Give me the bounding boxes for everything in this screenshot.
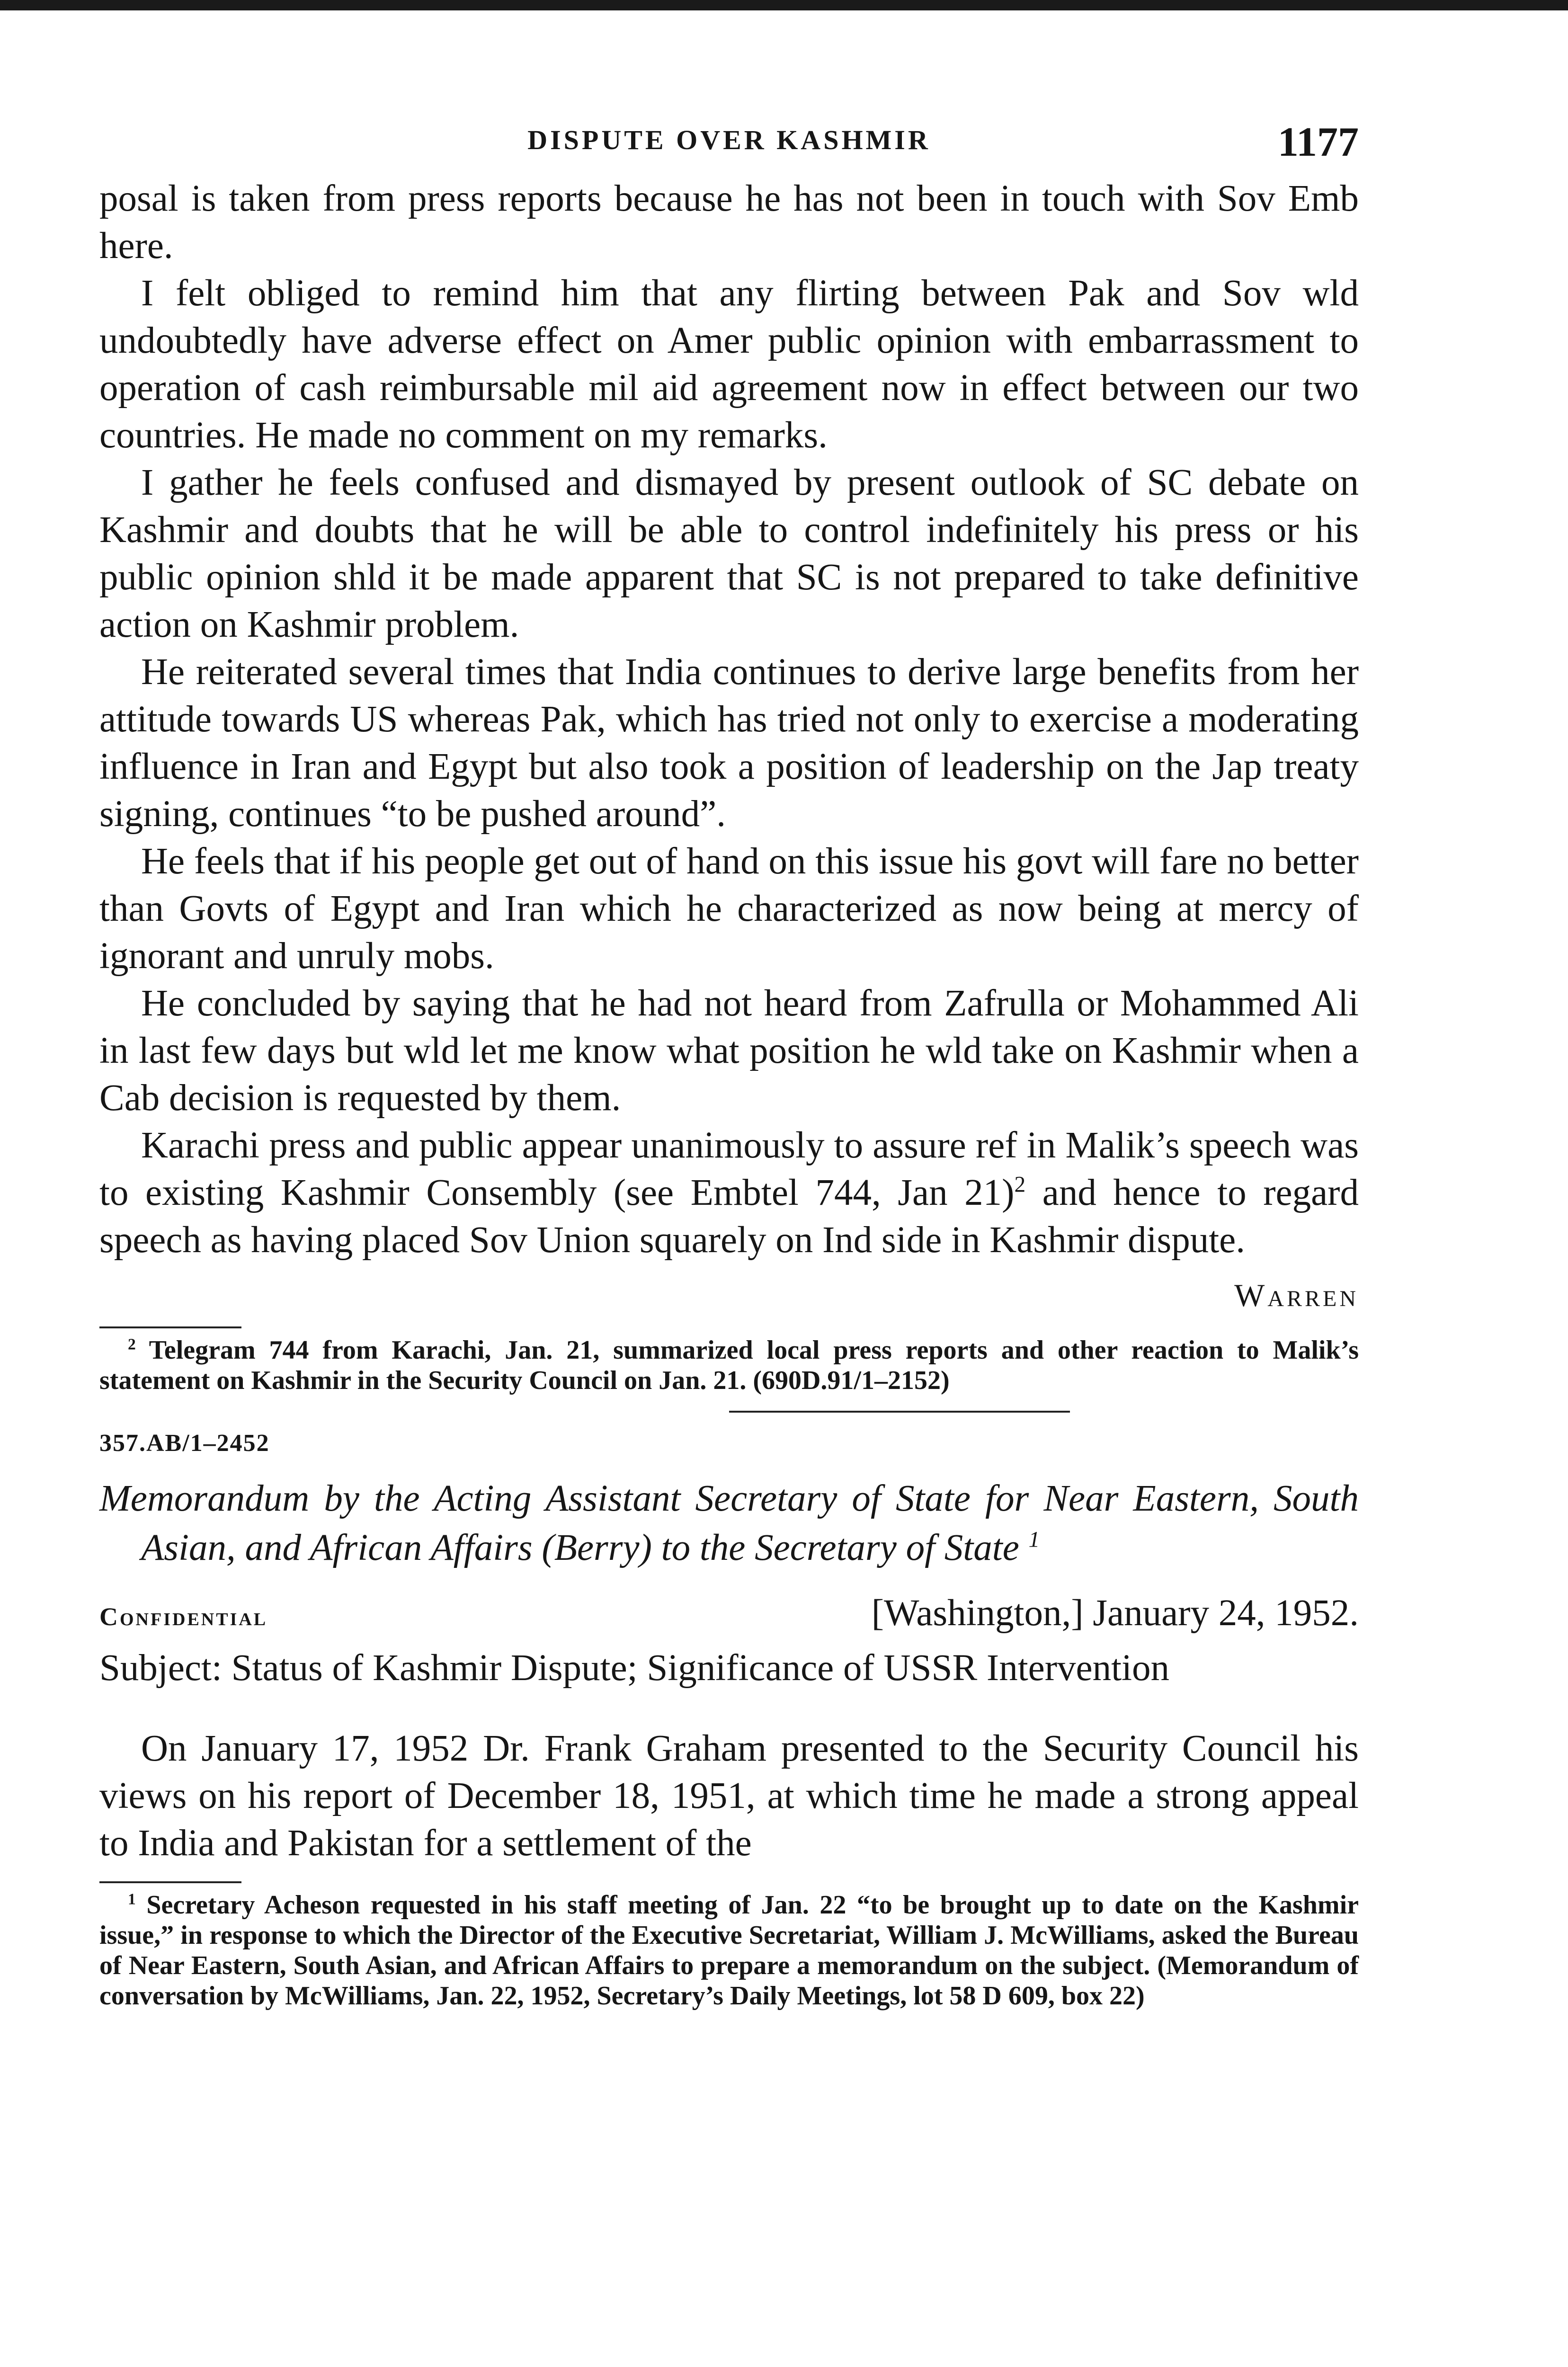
memo-opening-paragraph: On January 17, 1952 Dr. Frank Graham presented to the Security Council his views on his report of December 18, 1951, at which time he made a strong appeal to India and Pakistan for a settlement of the xyxy=(99,1728,1359,1864)
classification-label: Confidential xyxy=(99,1602,268,1631)
telegram-paragraph-2: I felt obliged to remind him that any flirting between Pak and Sov wld undoubtedly have adverse effect on Amer public opinion with embarrassment to operation of cash reimbursable mil aid agreement now in effect between our two countries. He made no comment on my remarks. xyxy=(99,273,1359,456)
telegram-paragraph-3: I gather he feels confused and dismayed by present outlook of SC debate on Kashmir and doubts that he will be able to control indefinitely his press or his public opinion shld it be made apparent that SC is not prepared to take definitive action on Kashmir problem. xyxy=(99,462,1359,645)
file-number: 357.AB/1–2452 xyxy=(99,1430,270,1457)
telegram-paragraph-5: He feels that if his people get out of hand on this issue his govt will fare no better than Govts of Egypt and Iran which he characterized as now being at mercy of ignorant and unruly mobs. xyxy=(99,841,1359,977)
telegram-paragraph-7 xyxy=(99,1122,1359,1264)
memo-subject: Subject: Status of Kashmir Dispute; Significance of USSR Intervention xyxy=(99,1647,1169,1689)
footnote-1-text: Secretary Acheson requested in his staff meeting of Jan. 22 “to be brought up to date on the Kashmir issue,” in response to which the Director of the Executive Secretariat, William J. McWilliams, asked the Bureau of Near Eastern, South Asian, and African Affairs to prepare a memorandum on the subject. (Memorandum of conversation by McWilliams, Jan. 22, 1952, Secretary’s Daily Meetings, lot 58 D 609, box 22) xyxy=(99,1890,1359,2011)
footnote-divider xyxy=(99,1326,241,1328)
memo-title xyxy=(99,1474,1359,1573)
document-page xyxy=(99,118,1359,2011)
footnote-ref-2[interactable]: 2 xyxy=(1014,1172,1026,1197)
footnote-2-text: Telegram 744 from Karachi, Jan. 21, summarized local press reports and other reaction to Malik’s statement on Kashmir in the Security Council on Jan. 21. (690D.91/1–2152) xyxy=(99,1335,1359,1395)
running-title: DISPUTE OVER KASHMIR xyxy=(527,125,931,155)
telegram-paragraph-4: He reiterated several times that India continues to derive large benefits from her attitude towards US whereas Pak, which has tried not only to exercise a moderating influence in Iran and Egypt but also took a position of leadership on the Jap treaty signing, continues “to be pushed around”. xyxy=(99,651,1359,835)
dateline: [Washington,] January 24, 1952. xyxy=(871,1593,1359,1634)
footnote-1 xyxy=(99,1890,1359,2011)
signature: Warren xyxy=(1234,1277,1359,1313)
telegram-body xyxy=(99,175,1359,1319)
footnote-1-marker: 1 xyxy=(128,1890,136,1908)
footnote-ref-1[interactable]: 1 xyxy=(1028,1527,1040,1552)
footnote-2-marker: 2 xyxy=(128,1335,136,1353)
memo-title-text: Memorandum by the Acting Assistant Secretary of State for Near Eastern, South Asian, and African Affairs (Berry) to the Secretary of State xyxy=(99,1478,1359,1568)
telegram-paragraph-7-text: Karachi press and public appear unanimously to assure ref in Malik’s speech was to existing Kashmir Consembly (see Embtel 744, Jan 21) xyxy=(99,1125,1359,1213)
telegram-paragraph-1: posal is taken from press reports because he has not been in touch with Sov Emb here. xyxy=(99,178,1359,267)
page-number: 1177 xyxy=(1277,119,1359,165)
telegram-paragraph-7-text-end: and hence to regard speech as having placed Sov Union squarely on Ind side in Kashmir dispute. xyxy=(99,1172,1359,1261)
telegram-paragraph-6: He concluded by saying that he had not heard from Zafrulla or Mohammed Ali in last few days but wld let me know what position he wld take on Kashmir when a Cab decision is requested by them. xyxy=(99,983,1359,1119)
page-top-edge xyxy=(0,0,1568,10)
footnote-divider-bottom xyxy=(99,1881,241,1883)
classification-row xyxy=(99,1590,1359,1640)
running-head xyxy=(99,118,1359,175)
section-divider xyxy=(729,1411,1070,1413)
footnote-2 xyxy=(99,1335,1359,1396)
